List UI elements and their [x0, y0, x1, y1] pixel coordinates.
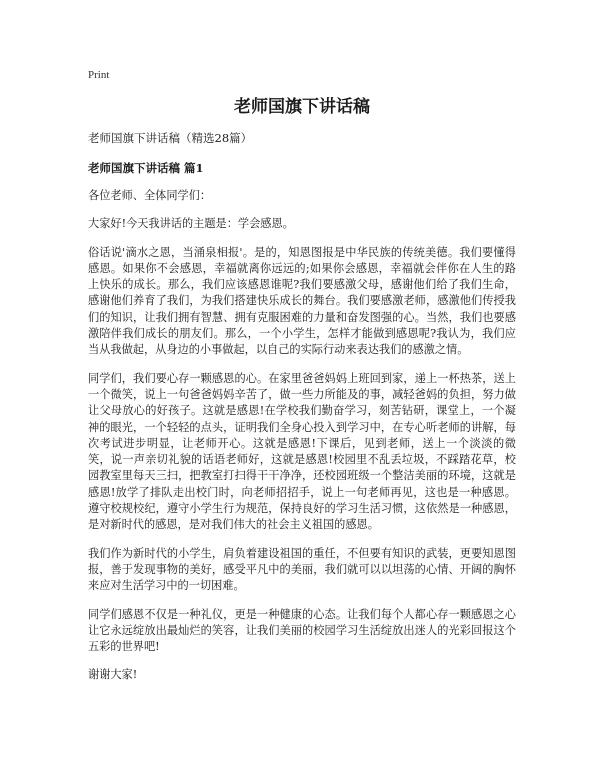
paragraph-greeting: 各位老师、全体同学们： [88, 189, 212, 202]
print-link[interactable]: Print [88, 69, 110, 81]
paragraph-body-4: 同学们感恩不仅是一种礼仪，更是一种健康的心态。让我们每个人都心存一颗感恩之心让它永远绽放出最灿烂的笑容，让我们美丽的校园学习生活绽放出迷人的光彩回报这个五彩的世界吧! [88, 607, 516, 654]
paragraph-intro: 大家好!今天我讲话的主题是：学会感恩。 [88, 217, 294, 231]
document-subtitle: 老师国旗下讲话稿（精选28篇） [88, 131, 253, 145]
paragraph-body-2: 同学们，我们要心存一颗感恩的心。在家里爸爸妈妈上班回到家，递上一杯热茶，送上一个微笑，说上一句爸爸妈妈辛苦了，做一些力所能及的事，减轻爸妈的负担，努力做让父母放心的好孩子。这就是感恩!在学校我们勤奋学习，刻苦钻研，课堂上，一个凝神的眼光，一个轻轻的点头，证明我们全身心投入到学习中，在专心听老师的讲解，每次考试进步明显，让老师开心。这就是感恩!下课后，见到老师，送上一个淡淡的微笑，说一声亲切礼貌的话语老师好，这就是感恩!校园里不乱丢垃圾，不踩踏花草，校园教室里每天三扫，把教室打扫得干干净净，还校园班级一个整洁美丽的环境，这就是感恩!放学了排队走出校门时，向老师招招手，说上一句老师再见，这也是一种感恩。遵守校规校纪，遵守小学生行为规范，保持良好的学习生活习惯，这依然是一种感恩，是对新时代的感恩，是对我们伟大的社会主义祖国的感恩。 [88, 371, 516, 532]
paragraph-closing: 谢谢大家! [88, 668, 138, 682]
paragraph-body-3: 我们作为新时代的小学生，肩负着建设祖国的重任，不但要有知识的武装，更要知恩图报，善于发现事物的美好，感受平凡中的美丽，我们就可以以坦荡的心情、开阔的胸怀来应对生活学习中的一切困难。 [88, 546, 516, 593]
document-page [88, 68, 516, 696]
section-heading: 老师国旗下讲话稿 篇1 [88, 161, 204, 175]
paragraph-body-1: 俗话说'滴水之恩，当涌泉相报'。是的，知恩图报是中华民族的传统美德。我们要懂得感恩。如果你不会感恩，幸福就离你远远的;如果你会感恩，幸福就会伴你在人生的路上快乐的成长。那么，我们应该感恩谁呢?我们要感激父母，感谢他们给了我们生命，感谢他们养育了我们，为我们搭建快乐成长的舞台。我们要感激老师，感激他们传授我们的知识，让我们拥有智慧、拥有克服困难的力量和奋发图强的心。当然，我们也要感激陪伴我们成长的朋友们。那么，一个小学生，怎样才能做到感恩呢?我认为，我们应当从我做起，从身边的小事做起，以自己的实际行动来表达我们的感激之情。 [88, 245, 516, 357]
document-title: 老师国旗下讲话稿 [234, 97, 370, 117]
